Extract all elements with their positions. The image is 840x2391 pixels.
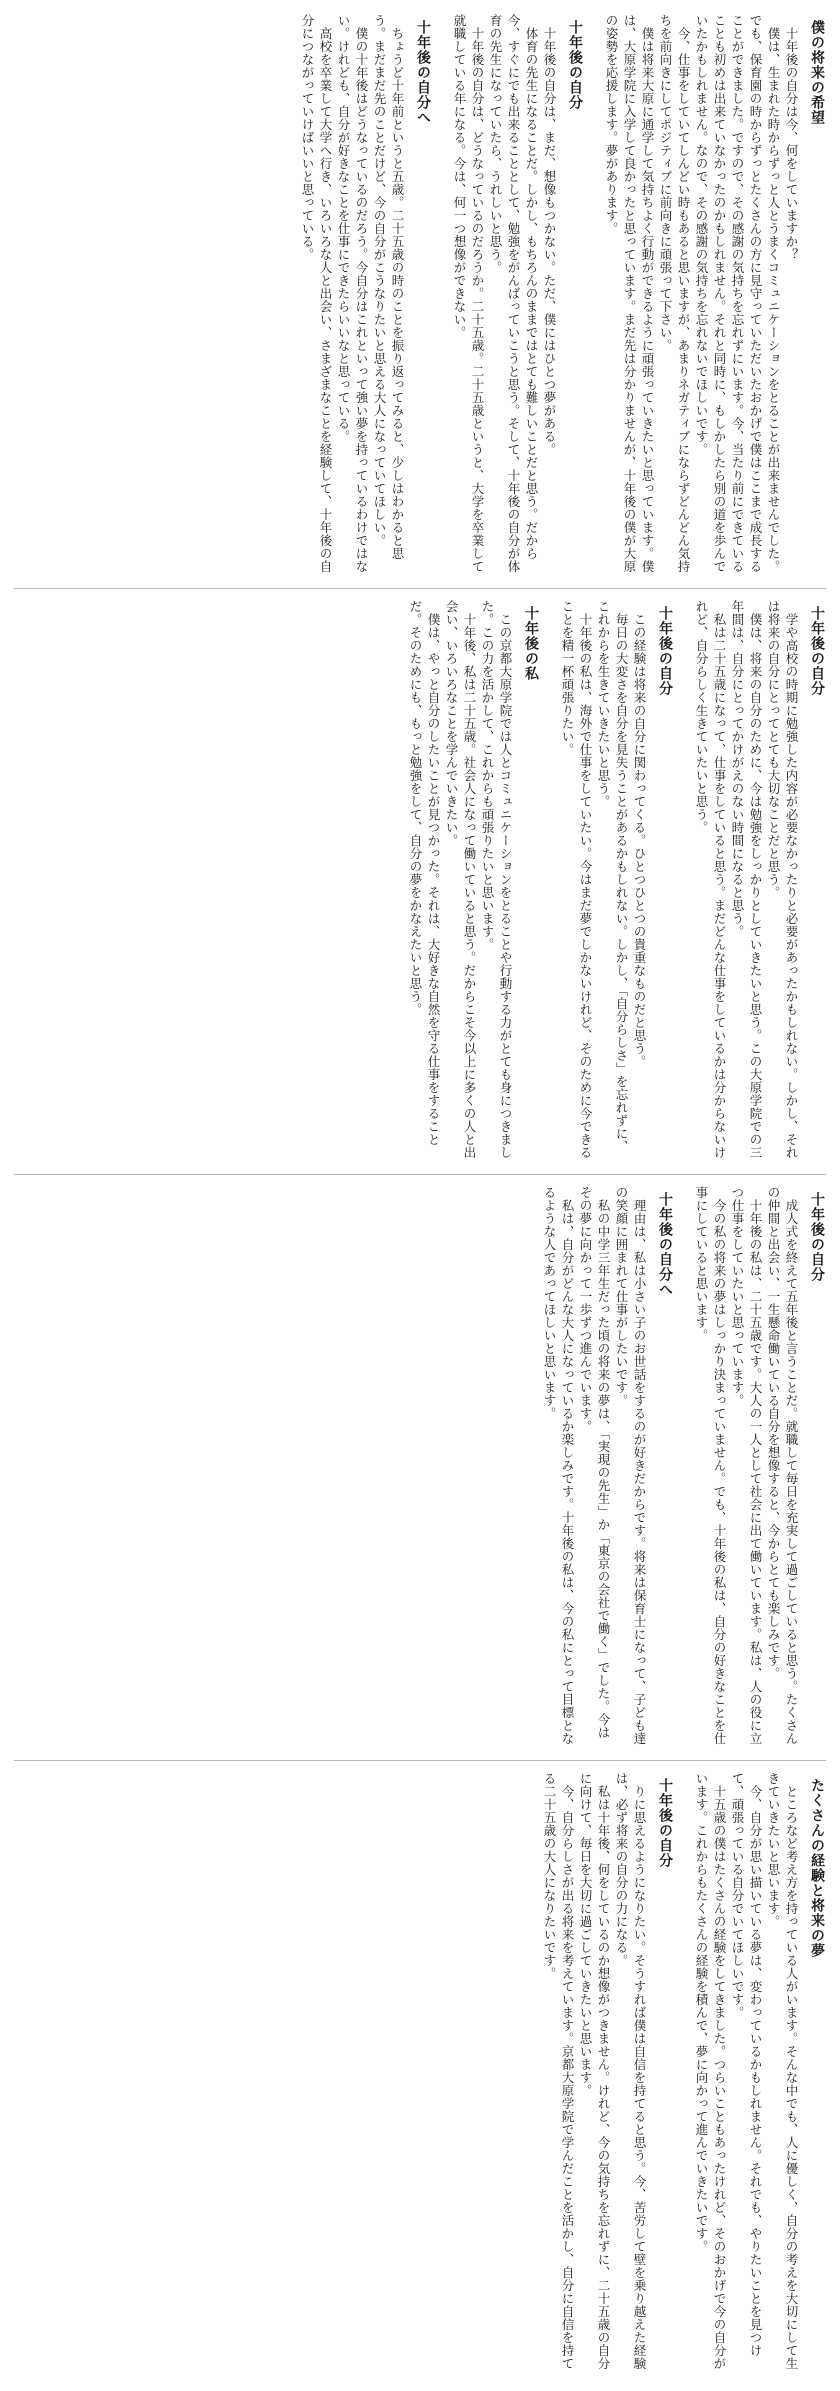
essay-paragraph: 体育の先生になることだ。しかし、もちろんのままではとても難しいことだと思う。だから今、すぐにでも出来ることとして、勉強をがんばっていこうと思う。そして、十年後の自分が体育の先生になっていたら、うれしいと思う。 (488, 14, 539, 573)
essay-paragraph: 僕は将来大原に通学して気持ちよく行動ができるように頑張っていきたいと思っています。僕は、大原学院に入学して良かったと思っています。まだ先は分かりませんが、十年後の僕が大原の姿勢を応援します。夢があります。 (604, 14, 655, 573)
essay-paragraph: 成人式を終えて五年後と言うことだ。就職して毎日を充実して過ごしていると思う。たくさんの仲間と出会い、一生懸命働いている自分を想像すると、今からとても楽しみです。 (766, 1186, 799, 1745)
essay-heading: 十年後の私 (523, 606, 539, 681)
essay-7 (692, 1186, 826, 1746)
essay-paragraph: 十年後の自分は今、何をしていますか？ (784, 26, 799, 261)
essay-heading: 十年後の自分 (809, 1192, 825, 1282)
essay-paragraph: 今の私の将来の夢はしっかり決まっていません。でも、十年後の私は、自分の好きなことを仕事にしていると思います。 (694, 1186, 727, 1745)
essay-paragraph: 私の中学三年生だった頃の将来の夢は、「実現の先生」か「東京の会社で働く」でした。今はその夢に向かって一歩ずつ進んでいます。 (578, 1186, 611, 1739)
essay-9 (692, 1772, 826, 2372)
essay-2 (450, 14, 584, 574)
essay-paragraph: 学や高校の時期に勉強した内容が必要なかったりと必要があったかもしれない。しかし、それは将来の自分にとってとても大切なことだと思う。 (766, 600, 799, 1159)
essay-paragraph: 十年後、私は二十五歳。社会人になって働いていると思う。だからこそ今以上に多くの人と出会い、いろいろなことを学んでいきたい。 (444, 600, 477, 1159)
essay-paragraph: 私は、自分がどんな大人になっているか楽しみです。十年後の私は、今の私にとって目標となるような人であってほしいと思います。 (542, 1186, 575, 1745)
essay-paragraph: この経験は将来の自分に関わってくる。ひとつひとつの貴重なものだと思う。 (632, 612, 647, 1068)
essay-paragraph: 十年後の私は、二十五歳です。大人の一人として社会に出て働いています。私は、人の役に立つ仕事をしていたいと思っています。 (730, 1186, 763, 1745)
essay-heading: 十年後の自分へ (415, 20, 431, 125)
essay-heading: 十年後の自分 (657, 1778, 673, 1868)
essay-paragraph: 十年後の自分は、どうなっているのだろうか。二十五歳。二十五歳というと、大学を卒業して就職している年になる。今は、何一つ想像ができない。 (452, 14, 485, 573)
essay-paragraph: 毎日の大変さを自分を見失うことがあるかもしれない。しかし、「自分らしさ」を忘れずに、これからを生きていきたいと思う。 (596, 600, 629, 1153)
essay-paragraph: 私は十年後、何をしているのか想像がつきません。けれど、今の気持ちを忘れずに、二十五歳の自分に向けて、毎日を大切に過ごしていきたいと思います。 (578, 1772, 611, 2370)
text-tier-4 (14, 1772, 826, 2372)
essay-6 (406, 600, 540, 1160)
essay-heading: 十年後の自分へ (657, 1192, 673, 1297)
essay-paragraph: 高校を卒業して大学へ行き、いろいろな人と出会い、さまざまなことを経験して、十年後の自分につながっていけばいいと思っている。 (300, 14, 333, 573)
essay-paragraph: 私は二十五歳になって、仕事をしていると思う。まだどんな仕事をしているかは分からないけれど、自分らしく生きていたいと思う。 (694, 600, 727, 1159)
essay-paragraph: 理由は、私は小さい子のお世話をするのが好きだからです。将来は保育士になって、子ども達の笑顔に囲まれて仕事がしたいです。 (614, 1186, 647, 1745)
essay-paragraph: 十年後の私は、海外で仕事をしていたい。今はまだ夢でしかないけれど、そのために今できることを精一杯頑張りたい。 (560, 600, 593, 1159)
tier-divider (14, 588, 826, 589)
essay-paragraph: 今、自分らしさが出る将来を考えています。京都大原学院で学んだことを活かし、自分に自信を持てる二十五歳の大人になりたいです。 (542, 1772, 575, 2370)
essay-paragraph: 僕は、将来の自分のために、今は勉強をしっかりとしていきたいと思う。この大原学院での三年間は、自分にとってかけがえのない時間になると思う。 (730, 600, 763, 1159)
essay-paragraph: りに思えるようになりたい。そうすれば僕は自信を持てると思う。今、苦労して壁を乗り越えた経験は、必ず将来の自分の力になる。 (614, 1772, 647, 2370)
essay-paragraph: 十五歳の僕はたくさんの経験をしてきました。つらいこともあったけれど、そのおかげで今の自分がいます。これからもたくさんの経験を積んで、夢に向かって進んでいきたいです。 (694, 1772, 727, 2370)
text-tier-3 (14, 1186, 826, 1746)
essay-paragraph: 今、仕事をしていてしんどい時もあると思いますが、あまりネガティブにならずどんどん気持ちを前向きにしてポジティブに前向きに頑張って下さい。 (658, 14, 691, 573)
essay-paragraph: 僕は、やっと自分のしたいことが見つかった。それは、大好きな自然を守る仕事をすることだ。そのためにも、もっと勉強をして、自分の夢をかなえたいと思う。 (408, 600, 441, 1146)
essay-5 (558, 600, 674, 1160)
essay-heading: たくさんの経験と将来の夢 (809, 1778, 825, 1958)
essay-heading: 十年後の自分 (809, 606, 825, 696)
text-tier-2 (14, 600, 826, 1160)
essay-paragraph: 今、自分が思い描いている夢は、変わっているかもしれません。それでも、やりたいことを見つけて、頑張っている自分でいてほしいです。 (730, 1772, 763, 2357)
essay-10 (540, 1772, 674, 2372)
essay-heading: 十年後の自分 (657, 606, 673, 696)
essay-paragraph: 僕の十年後はどうなっているのだろう。今自分はこれといって強い夢を持っているわけではない。けれども、自分が好きなことを仕事にできたらいいなと思っている。 (336, 14, 369, 573)
essay-paragraph: 十年後の自分は、まだ、想像もつかない。ただ、僕にはひとつ夢がある。 (542, 26, 557, 456)
text-tier-1 (14, 14, 826, 574)
essay-8 (540, 1186, 674, 1746)
essay-paragraph: ところなど考え方を持っている人がいます。そんな中でも、人に優しく、自分の考えを大切にして生きていきたいと思います。 (766, 1772, 799, 2370)
essay-3 (298, 14, 432, 574)
essay-heading: 僕の将来の希望 (809, 20, 825, 125)
tier-divider (14, 1760, 826, 1761)
essay-heading: 十年後の自分 (567, 20, 583, 110)
essay-paragraph: ちょうど十年前というと五歳。二十五歳の時のことを振り返ってみると、少しはわかると思う。まだまだ先のことだけど、今の自分がこうなりたいと思える大人になっていてほしい。 (372, 14, 405, 560)
tier-divider (14, 1174, 826, 1175)
essay-1 (602, 14, 826, 574)
essay-paragraph: この京都大原学院では人とコミュニケーションをとることや行動する力がとても身につきました。この力を活かして、これからも頑張りたいと思います。 (480, 600, 513, 1159)
essay-paragraph: 僕は、生まれた時からずっと人とうまくコミュニケーションをとることが出来ませんでした。でも、保育園の時からずっとたくさんの方に見守っていただいたおかげで僕はここまで成長することができました。ですので、その感謝の気持ちを忘れずにいます。今、当たり前にできていることも初めは出来ていなかったのかもしれません。それと同時に、もしかしたら別の道を歩んでいたかもしれません。なので、その感謝の気持ちを忘れないでほしいです。 (694, 14, 781, 573)
essay-4 (692, 600, 826, 1160)
